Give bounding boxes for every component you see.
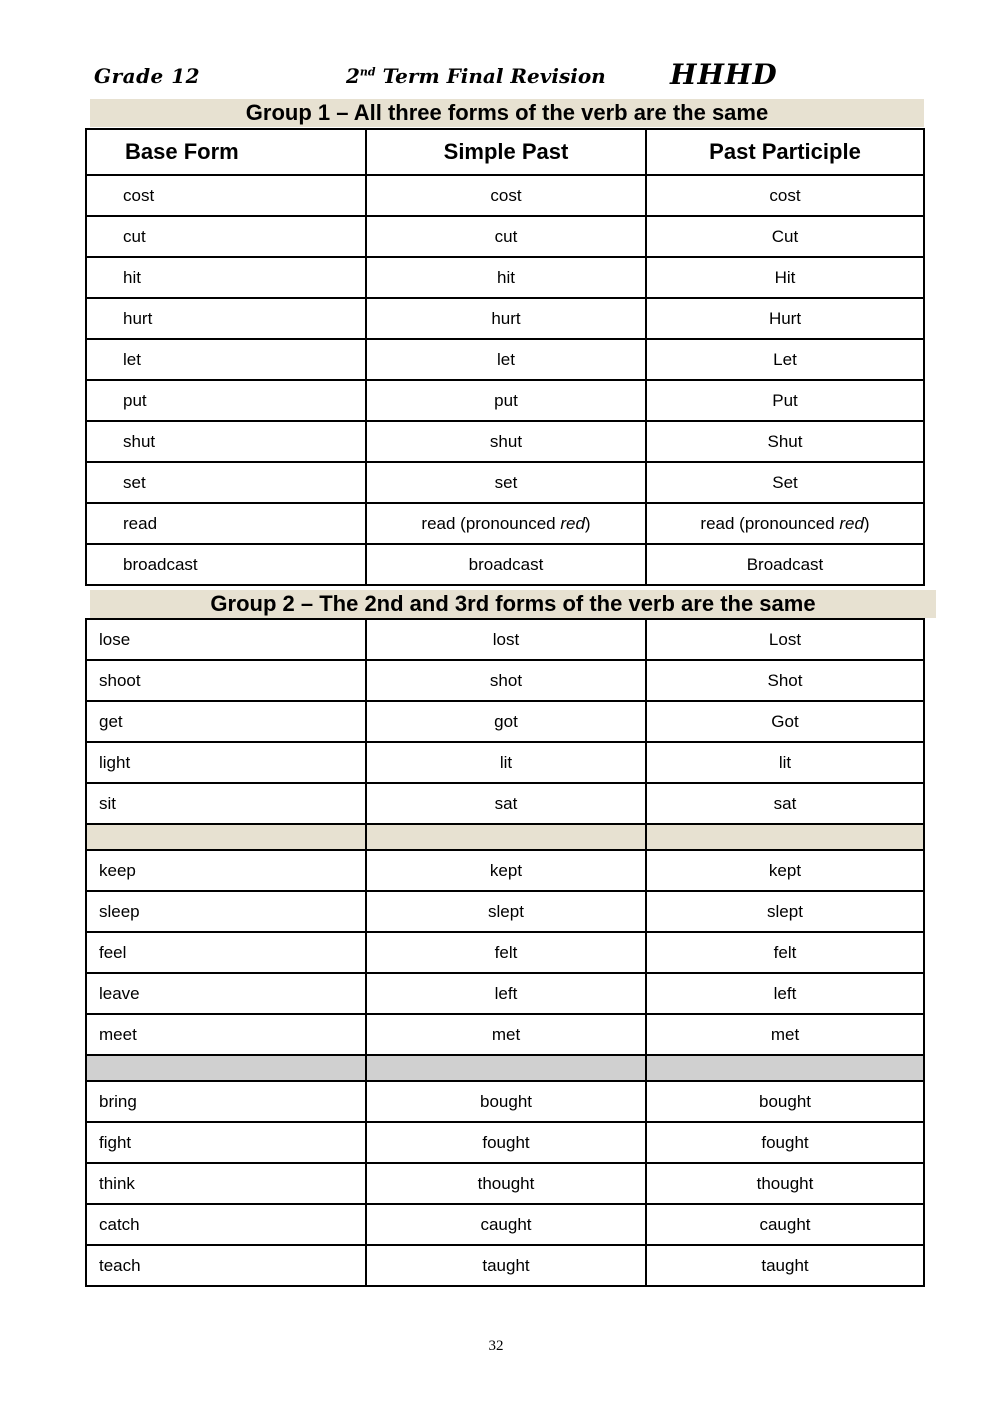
simple-past-cell: let <box>366 339 646 380</box>
separator-cell <box>86 824 366 850</box>
base-form-cell: broadcast <box>86 544 366 585</box>
simple-past-cell: taught <box>366 1245 646 1286</box>
table-row <box>86 891 924 932</box>
base-form-cell: bring <box>86 1081 366 1122</box>
base-form-cell: sleep <box>86 891 366 932</box>
base-form-cell: keep <box>86 850 366 891</box>
past-participle-cell: Put <box>646 380 924 421</box>
base-form-cell: light <box>86 742 366 783</box>
simple-past-cell: put <box>366 380 646 421</box>
column-header-simple-past: Simple Past <box>366 129 646 175</box>
simple-past-cell: set <box>366 462 646 503</box>
past-participle-cell: Hit <box>646 257 924 298</box>
column-header-base-form: Base Form <box>86 129 366 175</box>
past-participle-cell: sat <box>646 783 924 824</box>
base-form-cell: think <box>86 1163 366 1204</box>
simple-past-cell: fought <box>366 1122 646 1163</box>
table-row <box>86 503 924 544</box>
past-participle-cell: met <box>646 1014 924 1055</box>
past-participle-cell: Got <box>646 701 924 742</box>
header-code: HHHD <box>670 58 778 91</box>
separator-cell <box>646 824 924 850</box>
base-form-cell: let <box>86 339 366 380</box>
base-form-cell: cost <box>86 175 366 216</box>
simple-past-cell: met <box>366 1014 646 1055</box>
table-row <box>86 742 924 783</box>
past-participle-cell: lit <box>646 742 924 783</box>
past-participle-cell: caught <box>646 1204 924 1245</box>
table-row <box>86 932 924 973</box>
base-form-cell: sit <box>86 783 366 824</box>
simple-past-cell: lit <box>366 742 646 783</box>
table-row <box>86 1245 924 1286</box>
simple-past-cell: caught <box>366 1204 646 1245</box>
pronunciation-suffix: ) <box>863 513 870 533</box>
page-header <box>0 58 992 98</box>
simple-past-cell <box>366 503 646 544</box>
separator-cell <box>646 1055 924 1081</box>
past-participle-cell: bought <box>646 1081 924 1122</box>
past-participle-cell: taught <box>646 1245 924 1286</box>
table-row <box>86 1081 924 1122</box>
pronunciation-suffix: ) <box>584 513 591 533</box>
simple-past-cell: slept <box>366 891 646 932</box>
table-row <box>86 462 924 503</box>
header-grade: Grade 12 <box>94 64 201 88</box>
past-participle-cell: Set <box>646 462 924 503</box>
base-form-cell: teach <box>86 1245 366 1286</box>
past-participle-cell: slept <box>646 891 924 932</box>
simple-past-cell: cut <box>366 216 646 257</box>
past-participle-cell: fought <box>646 1122 924 1163</box>
base-form-cell: meet <box>86 1014 366 1055</box>
table-row <box>86 298 924 339</box>
base-form-cell: put <box>86 380 366 421</box>
group2-table <box>85 618 925 1287</box>
group1-table <box>85 128 925 586</box>
table-separator-row <box>86 1055 924 1081</box>
table-row <box>86 973 924 1014</box>
table-row <box>86 257 924 298</box>
past-participle-cell: kept <box>646 850 924 891</box>
separator-cell <box>86 1055 366 1081</box>
base-form-cell: get <box>86 701 366 742</box>
table-row <box>86 660 924 701</box>
page-number: 32 <box>488 1338 504 1354</box>
header-term-superscript: nd <box>359 65 376 79</box>
simple-past-cell: thought <box>366 1163 646 1204</box>
past-participle-cell: cost <box>646 175 924 216</box>
group1-title: Group 1 – All three forms of the verb are the same <box>90 99 924 127</box>
base-form-cell: catch <box>86 1204 366 1245</box>
simple-past-cell: shut <box>366 421 646 462</box>
base-form-cell: shut <box>86 421 366 462</box>
simple-past-cell: sat <box>366 783 646 824</box>
table-row <box>86 850 924 891</box>
past-participle-cell: Broadcast <box>646 544 924 585</box>
separator-cell <box>366 824 646 850</box>
pronunciation-italic: red <box>560 513 585 533</box>
simple-past-cell: got <box>366 701 646 742</box>
past-participle-cell: Shut <box>646 421 924 462</box>
base-form-cell: lose <box>86 619 366 660</box>
past-participle-cell: felt <box>646 932 924 973</box>
table-header-row <box>86 129 924 175</box>
base-form-cell: cut <box>86 216 366 257</box>
base-form-cell: hurt <box>86 298 366 339</box>
base-form-cell: leave <box>86 973 366 1014</box>
header-term-text: Term Final Revision <box>375 64 606 88</box>
past-participle-cell: Let <box>646 339 924 380</box>
past-participle-cell <box>646 503 924 544</box>
pronunciation-prefix: read (pronounced <box>700 513 840 533</box>
base-form-cell: read <box>86 503 366 544</box>
table-row <box>86 619 924 660</box>
table-row <box>86 421 924 462</box>
table-row <box>86 1122 924 1163</box>
table-separator-row <box>86 824 924 850</box>
simple-past-cell: hurt <box>366 298 646 339</box>
header-term-number: 2 <box>346 64 360 88</box>
pronunciation-italic: red <box>839 513 864 533</box>
table-row <box>86 783 924 824</box>
table-row <box>86 216 924 257</box>
simple-past-cell: cost <box>366 175 646 216</box>
past-participle-cell: Cut <box>646 216 924 257</box>
simple-past-cell: left <box>366 973 646 1014</box>
base-form-cell: fight <box>86 1122 366 1163</box>
table-row <box>86 544 924 585</box>
table-row <box>86 701 924 742</box>
pronunciation-prefix: read (pronounced <box>421 513 561 533</box>
past-participle-cell: Hurt <box>646 298 924 339</box>
simple-past-cell: hit <box>366 257 646 298</box>
past-participle-cell: thought <box>646 1163 924 1204</box>
column-header-past-participle: Past Participle <box>646 129 924 175</box>
simple-past-cell: shot <box>366 660 646 701</box>
table-row <box>86 1163 924 1204</box>
simple-past-cell: broadcast <box>366 544 646 585</box>
table-row <box>86 175 924 216</box>
base-form-cell: feel <box>86 932 366 973</box>
base-form-cell: set <box>86 462 366 503</box>
past-participle-cell: left <box>646 973 924 1014</box>
table-row <box>86 1014 924 1055</box>
simple-past-cell: bought <box>366 1081 646 1122</box>
simple-past-cell: felt <box>366 932 646 973</box>
past-participle-cell: Lost <box>646 619 924 660</box>
group2-title: Group 2 – The 2nd and 3rd forms of the verb are the same <box>90 590 936 618</box>
base-form-cell: hit <box>86 257 366 298</box>
header-term <box>346 64 606 88</box>
table-row <box>86 1204 924 1245</box>
table-row <box>86 339 924 380</box>
past-participle-cell: Shot <box>646 660 924 701</box>
separator-cell <box>366 1055 646 1081</box>
table-row <box>86 380 924 421</box>
simple-past-cell: lost <box>366 619 646 660</box>
simple-past-cell: kept <box>366 850 646 891</box>
base-form-cell: shoot <box>86 660 366 701</box>
